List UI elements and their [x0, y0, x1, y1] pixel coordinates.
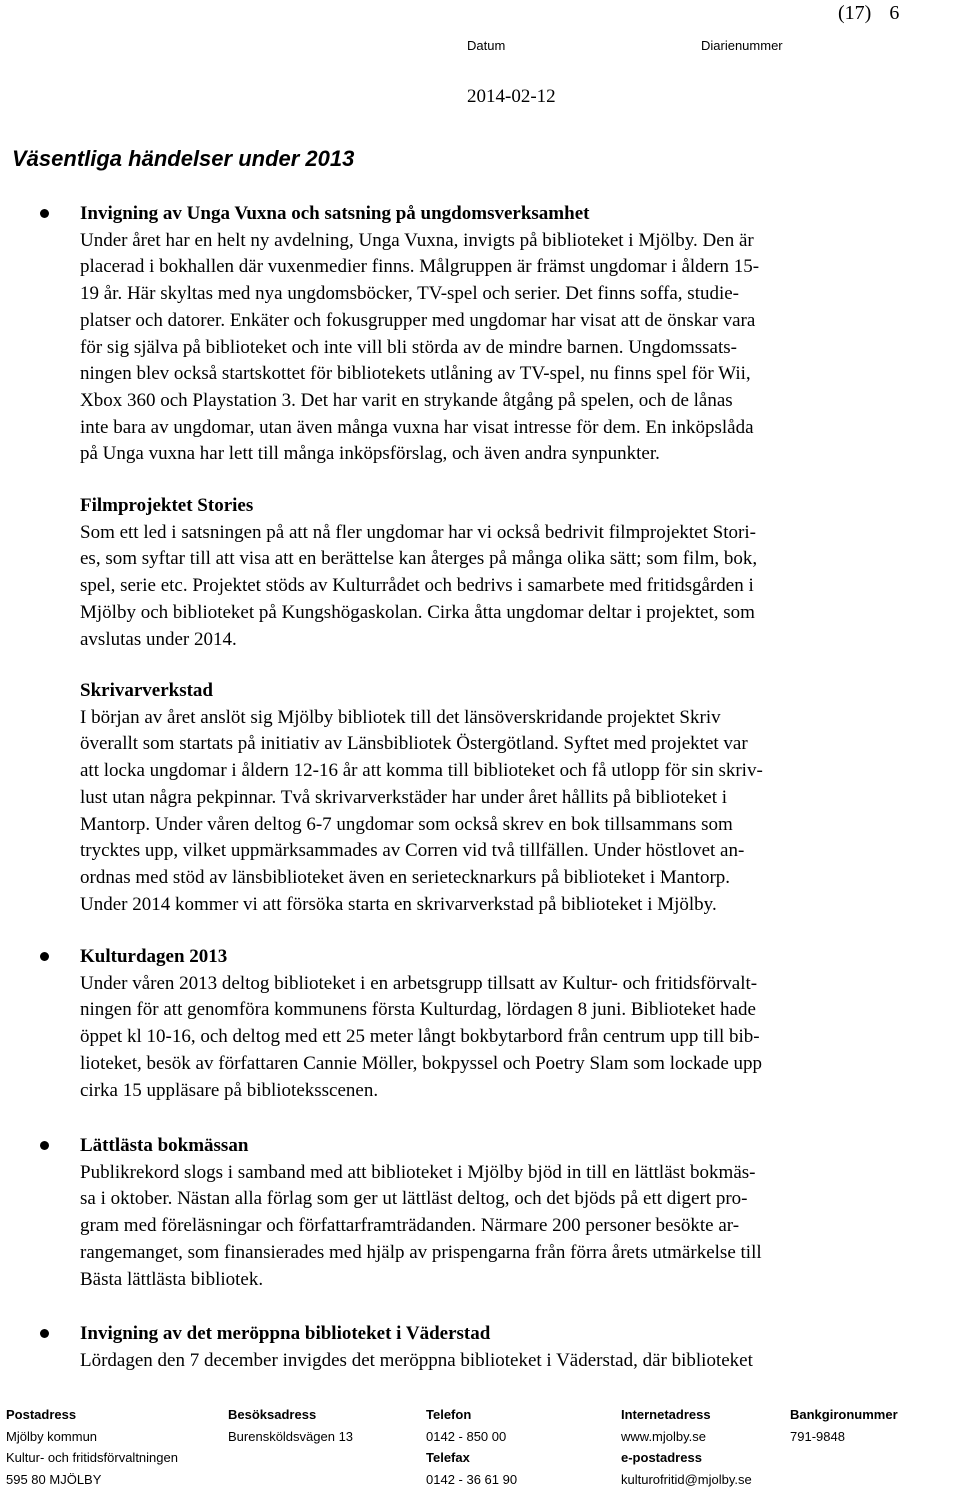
diary-number-label: Diarienummer	[701, 38, 783, 53]
paragraph-line: es, som syftar till att visa att en berättelse kan återges på många olika sätt; som film, bok,	[80, 546, 910, 573]
paragraph-line: placerad i bokhallen där vuxenmedier finns. Målgruppen är främst ungdomar i åldern 15-	[80, 254, 910, 281]
paragraph-line: I början av året anslöt sig Mjölby bibliotek till det länsöverskridande projektet Skriv	[80, 705, 910, 732]
paragraph-line: spel, serie etc. Projektet stöds av Kulturrådet och bedrivs i samarbete med fritidsgården i	[80, 573, 910, 600]
paragraph-line: Publikrekord slogs i samband med att biblioteket i Mjölby bjöd in till en lättläst bokmäs-	[80, 1160, 910, 1187]
paragraph-line: öppet kl 10-16, och deltog med ett 25 meter långt bokbytarbord från centrum upp till bib-	[80, 1024, 910, 1051]
paragraph-line: för sig själva på biblioteket och inte vill bli störda av de mindre barnen. Ungdomssats-	[80, 335, 910, 362]
epost-label: e-postadress	[621, 1447, 752, 1469]
item-vaderstad	[80, 1321, 910, 1374]
internetadress-label: Internetadress	[621, 1404, 752, 1426]
page-number	[838, 2, 899, 25]
paragraph-line: att locka ungdomar i åldern 12-16 år att komma till biblioteket och få utlopp för sin skriv-	[80, 758, 910, 785]
item-ungdomsverksamhet	[80, 201, 910, 468]
footer-besoksadress	[228, 1404, 353, 1447]
item-kulturdagen	[80, 944, 910, 1104]
paragraph-line: sa i oktober. Nästan alla förlag som ger ut lättläst deltog, och det bjöds på ett digert pro-	[80, 1186, 910, 1213]
paragraph-line: 19 år. Här skyltas med nya ungdomsböcker, TV-spel och serier. Det finns soffa, studie-	[80, 281, 910, 308]
paragraph-line: gram med föreläsningar och författarframträdanden. Närmare 200 personer besökte ar-	[80, 1213, 910, 1240]
item-title: Kulturdagen 2013	[80, 944, 910, 971]
besoksadress-label: Besöksadress	[228, 1404, 353, 1426]
page-current: 6	[889, 2, 899, 24]
telefax-label: Telefax	[426, 1447, 517, 1469]
postadress-line: Kultur- och fritidsförvaltningen	[6, 1447, 178, 1469]
paragraph-line: Mjölby och biblioteket på Kungshögaskolan. Cirka åtta ungdomar deltar i projektet, som	[80, 600, 910, 627]
paragraph-line: ningen blev också startskottet för bibliotekets utlåning av TV-spel, nu finns spel för Wii,	[80, 361, 910, 388]
besoksadress-value: Burensköldsvägen 13	[228, 1426, 353, 1448]
paragraph-line: Som ett led i satsningen på att nå fler ungdomar har vi också bedrivit filmprojektet Stori-	[80, 520, 910, 547]
footer-internet	[621, 1404, 752, 1490]
item-title: Invigning av det meröppna biblioteket i Väderstad	[80, 1321, 910, 1348]
footer-postadress	[6, 1404, 178, 1490]
paragraph-line: trycktes upp, vilket uppmärksammades av Corren vid två tillfällen. Under höstlovet an-	[80, 838, 910, 865]
item-skrivarverkstad	[80, 678, 910, 918]
item-title: Skrivarverkstad	[80, 678, 910, 705]
bankgiro-value: 791-9848	[790, 1426, 898, 1448]
paragraph-line: lioteket, besök av författaren Cannie Möller, bokpyssel och Poetry Slam som lockade upp	[80, 1051, 910, 1078]
paragraph-line: Lördagen den 7 december invigdes det meröppna biblioteket i Väderstad, där biblioteket	[80, 1348, 910, 1375]
paragraph-line: platser och datorer. Enkäter och fokusgrupper med ungdomar har visat att de önskar vara	[80, 308, 910, 335]
paragraph-line: ningen för att genomföra kommunens första Kulturdag, lördagen 8 juni. Biblioteket hade	[80, 997, 910, 1024]
telefon-label: Telefon	[426, 1404, 517, 1426]
paragraph-line: Under våren 2013 deltog biblioteket i en arbetsgrupp tillsatt av Kultur- och fritidsförvalt-	[80, 971, 910, 998]
date-label: Datum	[467, 38, 505, 53]
paragraph-line: Mantorp. Under våren deltog 6-7 ungdomar som också skrev en bok tillsammans som	[80, 812, 910, 839]
paragraph-line: inte bara av ungdomar, utan även många vuxna har visat intresse för dem. En inköpslåda	[80, 415, 910, 442]
item-title: Lättlästa bokmässan	[80, 1133, 910, 1160]
paragraph-line: på Unga vuxna har lett till många inköpsförslag, och även andra synpunkter.	[80, 441, 910, 468]
item-filmprojektet	[80, 493, 910, 653]
paragraph-line: avslutas under 2014.	[80, 627, 910, 654]
internetadress-value[interactable]: www.mjolby.se	[621, 1426, 752, 1448]
item-lattlasta-bokmassan	[80, 1133, 910, 1293]
footer-telefon	[426, 1404, 517, 1490]
telefon-value: 0142 - 850 00	[426, 1426, 517, 1448]
paragraph-line: Under 2014 kommer vi att försöka starta en skrivarverkstad på biblioteket i Mjölby.	[80, 892, 910, 919]
bullet-icon	[40, 952, 49, 961]
postadress-line: 595 80 MJÖLBY	[6, 1469, 178, 1490]
postadress-line: Mjölby kommun	[6, 1426, 178, 1448]
paragraph-line: ordnas med stöd av länsbiblioteket även en serietecknarkurs på biblioteket i Mantorp.	[80, 865, 910, 892]
page-total: (17)	[838, 2, 871, 24]
item-title: Filmprojektet Stories	[80, 493, 910, 520]
epost-value[interactable]: kulturofritid@mjolby.se	[621, 1469, 752, 1490]
paragraph-line: cirka 15 uppläsare på biblioteksscenen.	[80, 1078, 910, 1105]
paragraph-line: rangemanget, som finansierades med hjälp av prispengarna från förra årets utmärkelse till	[80, 1240, 910, 1267]
footer-bankgiro	[790, 1404, 898, 1447]
paragraph-line: Under året har en helt ny avdelning, Unga Vuxna, invigts på biblioteket i Mjölby. Den är	[80, 228, 910, 255]
paragraph-line: Xbox 360 och Playstation 3. Det har varit en strykande åtgång på spelen, och de lånas	[80, 388, 910, 415]
bankgiro-label: Bankgironummer	[790, 1404, 898, 1426]
date-value: 2014-02-12	[467, 86, 556, 108]
paragraph-line: lust utan några pekpinnar. Två skrivarverkstäder har under året hållits på biblioteket i	[80, 785, 910, 812]
paragraph-line: överallt som startats på initiativ av Länsbibliotek Östergötland. Syftet med projektet var	[80, 731, 910, 758]
item-title: Invigning av Unga Vuxna och satsning på ungdomsverksamhet	[80, 201, 910, 228]
bullet-icon	[40, 1329, 49, 1338]
telefax-value: 0142 - 36 61 90	[426, 1469, 517, 1490]
postadress-label: Postadress	[6, 1404, 178, 1426]
bullet-icon	[40, 209, 49, 218]
bullet-icon	[40, 1141, 49, 1150]
section-heading: Väsentliga händelser under 2013	[12, 146, 354, 172]
paragraph-line: Bästa lättlästa bibliotek.	[80, 1267, 910, 1294]
